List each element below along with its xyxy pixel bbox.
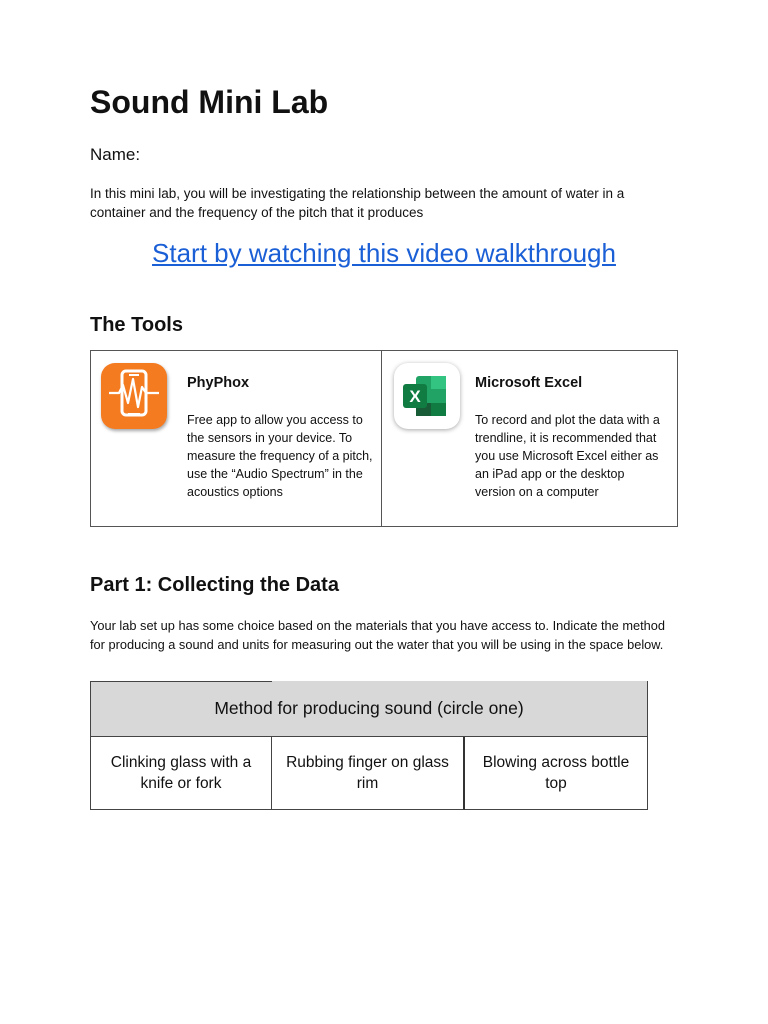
- method-table-header: Method for producing sound (circle one): [90, 681, 648, 737]
- method-option[interactable]: Clinking glass with a knife or fork: [90, 737, 272, 810]
- tool-name: PhyPhox: [187, 375, 250, 391]
- page-title: Sound Mini Lab: [90, 84, 329, 120]
- tools-heading: The Tools: [90, 314, 183, 336]
- video-walkthrough-link[interactable]: Start by watching this video walkthrough: [152, 238, 616, 268]
- tools-table: [90, 350, 678, 527]
- intro-paragraph: In this mini lab, you will be investigating the relationship between the amount of water in a container and the frequency of the pitch that it produces: [90, 186, 625, 220]
- tool-cell-phyphox: [91, 351, 381, 526]
- svg-text:X: X: [409, 387, 421, 406]
- method-table: [90, 681, 648, 810]
- tool-cell-excel: [382, 351, 678, 526]
- tool-description: To record and plot the data with a trendline, it is recommended that you use Microsoft Excel either as an iPad app or the desktop version on a computer: [475, 413, 660, 499]
- part1-paragraph: Your lab set up has some choice based on the materials that you have access to. Indicate the method for producing a sound and units for measuring out the water that you will be using in the space below.: [90, 618, 666, 652]
- tool-name: Microsoft Excel: [475, 375, 583, 391]
- tool-description: Free app to allow you access to the sensors in your device. To measure the frequency of a pitch, use the “Audio Spectrum” in the acoustics options: [187, 413, 373, 499]
- part1-heading: Part 1: Collecting the Data: [90, 574, 339, 596]
- name-field-label: Name:: [90, 145, 141, 164]
- method-option[interactable]: Blowing across bottle top: [465, 737, 648, 810]
- excel-app-icon: [394, 363, 460, 429]
- phyphox-app-icon: [101, 363, 167, 429]
- method-option[interactable]: Rubbing finger on glass rim: [272, 737, 465, 810]
- table-border: [90, 681, 272, 682]
